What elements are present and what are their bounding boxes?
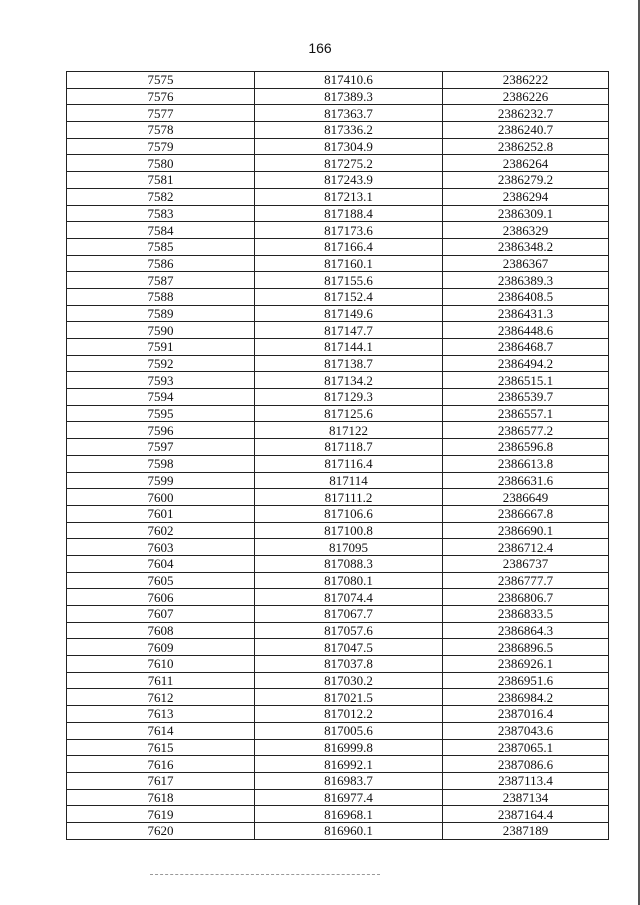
y-coordinate-cell: 2386348.2 (443, 238, 609, 255)
point-number-cell: 7583 (67, 205, 255, 222)
x-coordinate-cell: 817134.2 (255, 372, 443, 389)
x-coordinate-cell: 817173.6 (255, 222, 443, 239)
table-row (67, 539, 609, 556)
table-row (67, 172, 609, 189)
table-row (67, 622, 609, 639)
x-coordinate-cell: 817106.6 (255, 505, 443, 522)
x-coordinate-cell: 817304.9 (255, 138, 443, 155)
point-number-cell: 7585 (67, 238, 255, 255)
x-coordinate-cell: 816960.1 (255, 822, 443, 839)
point-number-cell: 7608 (67, 622, 255, 639)
point-number-cell: 7591 (67, 339, 255, 356)
y-coordinate-cell: 2386240.7 (443, 122, 609, 139)
x-coordinate-cell: 817166.4 (255, 238, 443, 255)
point-number-cell: 7597 (67, 439, 255, 456)
y-coordinate-cell: 2386515.1 (443, 372, 609, 389)
point-number-cell: 7619 (67, 806, 255, 823)
table-row (67, 722, 609, 739)
x-coordinate-cell: 817125.6 (255, 405, 443, 422)
table-row (67, 455, 609, 472)
coordinates-table-body (67, 72, 609, 840)
point-number-cell: 7582 (67, 188, 255, 205)
y-coordinate-cell: 2386690.1 (443, 522, 609, 539)
y-coordinate-cell: 2386448.6 (443, 322, 609, 339)
y-coordinate-cell: 2386596.8 (443, 439, 609, 456)
x-coordinate-cell: 817275.2 (255, 155, 443, 172)
x-coordinate-cell: 817047.5 (255, 639, 443, 656)
point-number-cell: 7589 (67, 305, 255, 322)
y-coordinate-cell: 2387134 (443, 789, 609, 806)
y-coordinate-cell: 2387016.4 (443, 706, 609, 723)
point-number-cell: 7618 (67, 789, 255, 806)
y-coordinate-cell: 2387189 (443, 822, 609, 839)
y-coordinate-cell: 2386431.3 (443, 305, 609, 322)
x-coordinate-cell: 817030.2 (255, 672, 443, 689)
table-row (67, 422, 609, 439)
point-number-cell: 7577 (67, 105, 255, 122)
x-coordinate-cell: 816977.4 (255, 789, 443, 806)
x-coordinate-cell: 817005.6 (255, 722, 443, 739)
table-row (67, 789, 609, 806)
table-row (67, 138, 609, 155)
y-coordinate-cell: 2386468.7 (443, 339, 609, 356)
x-coordinate-cell: 817363.7 (255, 105, 443, 122)
point-number-cell: 7604 (67, 555, 255, 572)
x-coordinate-cell: 817095 (255, 539, 443, 556)
x-coordinate-cell: 817012.2 (255, 706, 443, 723)
y-coordinate-cell: 2386539.7 (443, 389, 609, 406)
y-coordinate-cell: 2386806.7 (443, 589, 609, 606)
x-coordinate-cell: 817088.3 (255, 555, 443, 572)
y-coordinate-cell: 2386329 (443, 222, 609, 239)
y-coordinate-cell: 2386777.7 (443, 572, 609, 589)
table-row (67, 405, 609, 422)
table-row (67, 656, 609, 673)
y-coordinate-cell: 2387043.6 (443, 722, 609, 739)
y-coordinate-cell: 2386408.5 (443, 288, 609, 305)
table-row (67, 555, 609, 572)
x-coordinate-cell: 817155.6 (255, 272, 443, 289)
table-row (67, 389, 609, 406)
point-number-cell: 7586 (67, 255, 255, 272)
x-coordinate-cell: 817122 (255, 422, 443, 439)
table-row (67, 122, 609, 139)
table-row (67, 772, 609, 789)
table-row (67, 806, 609, 823)
y-coordinate-cell: 2386494.2 (443, 355, 609, 372)
x-coordinate-cell: 817160.1 (255, 255, 443, 272)
x-coordinate-cell: 817114 (255, 472, 443, 489)
y-coordinate-cell: 2386951.6 (443, 672, 609, 689)
table-row (67, 188, 609, 205)
table-row (67, 222, 609, 239)
table-row (67, 339, 609, 356)
point-number-cell: 7599 (67, 472, 255, 489)
x-coordinate-cell: 817152.4 (255, 288, 443, 305)
table-row (67, 739, 609, 756)
y-coordinate-cell: 2386737 (443, 555, 609, 572)
point-number-cell: 7576 (67, 88, 255, 105)
point-number-cell: 7575 (67, 72, 255, 89)
table-row (67, 606, 609, 623)
table-row (67, 489, 609, 506)
coordinates-table (66, 71, 609, 840)
x-coordinate-cell: 816968.1 (255, 806, 443, 823)
x-coordinate-cell: 816999.8 (255, 739, 443, 756)
point-number-cell: 7617 (67, 772, 255, 789)
point-number-cell: 7594 (67, 389, 255, 406)
y-coordinate-cell: 2386232.7 (443, 105, 609, 122)
point-number-cell: 7587 (67, 272, 255, 289)
point-number-cell: 7584 (67, 222, 255, 239)
table-row (67, 238, 609, 255)
point-number-cell: 7607 (67, 606, 255, 623)
table-row (67, 272, 609, 289)
point-number-cell: 7602 (67, 522, 255, 539)
table-row (67, 505, 609, 522)
x-coordinate-cell: 816983.7 (255, 772, 443, 789)
x-coordinate-cell: 817144.1 (255, 339, 443, 356)
y-coordinate-cell: 2386667.8 (443, 505, 609, 522)
y-coordinate-cell: 2386264 (443, 155, 609, 172)
y-coordinate-cell: 2386389.3 (443, 272, 609, 289)
x-coordinate-cell: 817410.6 (255, 72, 443, 89)
table-row (67, 355, 609, 372)
table-row (67, 88, 609, 105)
table-row (67, 205, 609, 222)
x-coordinate-cell: 816992.1 (255, 756, 443, 773)
point-number-cell: 7579 (67, 138, 255, 155)
point-number-cell: 7620 (67, 822, 255, 839)
x-coordinate-cell: 817138.7 (255, 355, 443, 372)
y-coordinate-cell: 2387164.4 (443, 806, 609, 823)
point-number-cell: 7614 (67, 722, 255, 739)
y-coordinate-cell: 2386864.3 (443, 622, 609, 639)
point-number-cell: 7598 (67, 455, 255, 472)
y-coordinate-cell: 2386252.8 (443, 138, 609, 155)
x-coordinate-cell: 817149.6 (255, 305, 443, 322)
point-number-cell: 7593 (67, 372, 255, 389)
x-coordinate-cell: 817100.8 (255, 522, 443, 539)
table-row (67, 756, 609, 773)
x-coordinate-cell: 817389.3 (255, 88, 443, 105)
table-row (67, 689, 609, 706)
x-coordinate-cell: 817118.7 (255, 439, 443, 456)
table-row (67, 822, 609, 839)
x-coordinate-cell: 817129.3 (255, 389, 443, 406)
y-coordinate-cell: 2386557.1 (443, 405, 609, 422)
y-coordinate-cell: 2387086.6 (443, 756, 609, 773)
table-row (67, 288, 609, 305)
point-number-cell: 7600 (67, 489, 255, 506)
x-coordinate-cell: 817147.7 (255, 322, 443, 339)
y-coordinate-cell: 2386833.5 (443, 606, 609, 623)
y-coordinate-cell: 2386222 (443, 72, 609, 89)
y-coordinate-cell: 2386649 (443, 489, 609, 506)
point-number-cell: 7616 (67, 756, 255, 773)
table-row (67, 706, 609, 723)
y-coordinate-cell: 2386712.4 (443, 539, 609, 556)
table-row (67, 439, 609, 456)
x-coordinate-cell: 817021.5 (255, 689, 443, 706)
x-coordinate-cell: 817037.8 (255, 656, 443, 673)
y-coordinate-cell: 2386367 (443, 255, 609, 272)
point-number-cell: 7606 (67, 589, 255, 606)
point-number-cell: 7612 (67, 689, 255, 706)
x-coordinate-cell: 817213.1 (255, 188, 443, 205)
point-number-cell: 7592 (67, 355, 255, 372)
bottom-dashed-rule (150, 874, 380, 875)
point-number-cell: 7595 (67, 405, 255, 422)
table-row (67, 155, 609, 172)
point-number-cell: 7610 (67, 656, 255, 673)
x-coordinate-cell: 817188.4 (255, 205, 443, 222)
table-row (67, 639, 609, 656)
y-coordinate-cell: 2386984.2 (443, 689, 609, 706)
point-number-cell: 7590 (67, 322, 255, 339)
point-number-cell: 7609 (67, 639, 255, 656)
y-coordinate-cell: 2386279.2 (443, 172, 609, 189)
x-coordinate-cell: 817111.2 (255, 489, 443, 506)
point-number-cell: 7601 (67, 505, 255, 522)
table-row (67, 255, 609, 272)
table-row (67, 472, 609, 489)
x-coordinate-cell: 817336.2 (255, 122, 443, 139)
point-number-cell: 7596 (67, 422, 255, 439)
point-number-cell: 7611 (67, 672, 255, 689)
point-number-cell: 7603 (67, 539, 255, 556)
table-row (67, 72, 609, 89)
table-row (67, 522, 609, 539)
y-coordinate-cell: 2386631.6 (443, 472, 609, 489)
point-number-cell: 7615 (67, 739, 255, 756)
point-number-cell: 7578 (67, 122, 255, 139)
x-coordinate-cell: 817057.6 (255, 622, 443, 639)
table-row (67, 372, 609, 389)
x-coordinate-cell: 817243.9 (255, 172, 443, 189)
point-number-cell: 7581 (67, 172, 255, 189)
table-row (67, 305, 609, 322)
x-coordinate-cell: 817116.4 (255, 455, 443, 472)
y-coordinate-cell: 2386577.2 (443, 422, 609, 439)
point-number-cell: 7613 (67, 706, 255, 723)
y-coordinate-cell: 2386226 (443, 88, 609, 105)
point-number-cell: 7580 (67, 155, 255, 172)
table-row (67, 672, 609, 689)
table-row (67, 322, 609, 339)
table-row (67, 589, 609, 606)
y-coordinate-cell: 2386309.1 (443, 205, 609, 222)
page-number: 166 (308, 40, 332, 56)
x-coordinate-cell: 817067.7 (255, 606, 443, 623)
y-coordinate-cell: 2386896.5 (443, 639, 609, 656)
y-coordinate-cell: 2386926.1 (443, 656, 609, 673)
point-number-cell: 7605 (67, 572, 255, 589)
x-coordinate-cell: 817074.4 (255, 589, 443, 606)
y-coordinate-cell: 2387113.4 (443, 772, 609, 789)
point-number-cell: 7588 (67, 288, 255, 305)
y-coordinate-cell: 2386613.8 (443, 455, 609, 472)
y-coordinate-cell: 2387065.1 (443, 739, 609, 756)
x-coordinate-cell: 817080.1 (255, 572, 443, 589)
y-coordinate-cell: 2386294 (443, 188, 609, 205)
table-row (67, 105, 609, 122)
table-row (67, 572, 609, 589)
